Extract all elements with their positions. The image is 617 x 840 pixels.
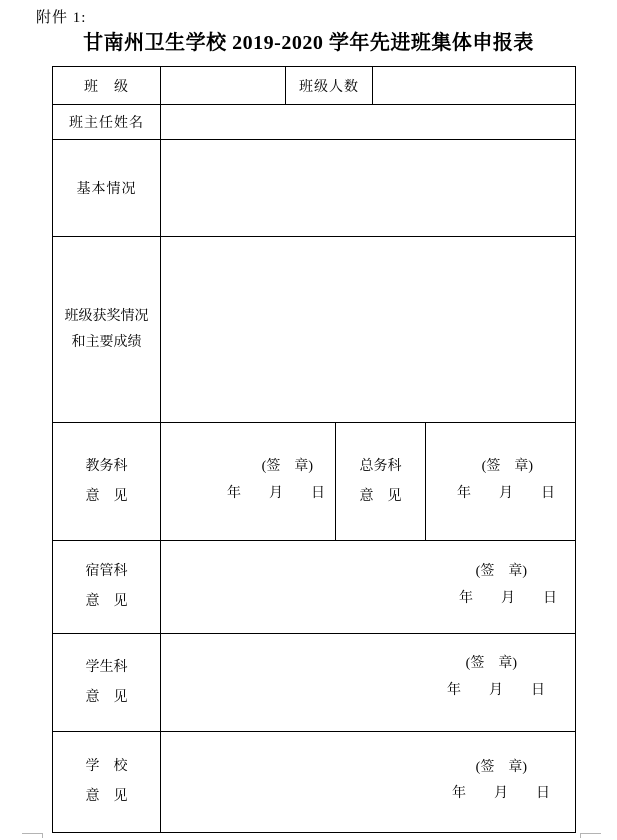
student-opinion-label-cell [53,634,161,732]
row-class [53,67,576,105]
text-boundary-mark-left [22,833,43,838]
row-awards [53,237,576,423]
student-opinion-value-cell[interactable] [161,634,576,732]
student-opinion-label-line2: 意 见 [85,689,128,705]
dorm-opinion-label-cell [53,541,161,634]
class-size-label-cell [286,67,373,105]
class-size-value-cell[interactable] [373,67,576,105]
general-opinion-value-cell[interactable] [426,423,576,541]
page-title: 甘南州卫生学校 2019-2020 学年先进班集体申报表 [83,32,534,54]
date-placeholder: 年 月 日 [457,485,555,501]
seal-placeholder: (签 章) [475,564,527,579]
seal-placeholder: (签 章) [481,458,533,474]
row-teacher [53,105,576,140]
attachment-label: 附件 1: [36,10,87,26]
date-placeholder: 年 月 日 [459,591,557,606]
dorm-opinion-value-cell[interactable] [161,541,576,634]
basic-info-label-cell [53,140,161,237]
basic-info-label: 基本情况 [76,182,137,197]
row-dorm-opinion [53,541,576,634]
row-student-opinion [53,634,576,732]
awards-label-line1: 班级获奖情况 [64,308,149,324]
text-boundary-mark-right [580,833,601,838]
date-placeholder: 年 月 日 [227,485,325,501]
academic-opinion-label-line2: 意 见 [85,488,128,504]
teacher-value-cell[interactable] [161,105,576,140]
school-opinion-label-line1: 学 校 [85,759,128,774]
dorm-opinion-label-line1: 宿管科 [85,564,128,579]
class-size-label: 班级人数 [299,79,359,95]
awards-label-cell [53,237,161,423]
row-school-opinion [53,732,576,833]
academic-opinion-value-cell[interactable] [161,423,336,541]
awards-label-line2: 和主要成绩 [71,334,142,350]
class-label: 班 级 [84,79,129,95]
school-opinion-value-cell[interactable] [161,732,576,833]
school-opinion-label-cell [53,732,161,833]
seal-placeholder: (签 章) [261,458,313,474]
seal-placeholder: (签 章) [465,655,517,671]
teacher-label: 班主任姓名 [69,116,144,131]
student-opinion-label-line1: 学生科 [85,659,128,675]
school-opinion-label-line2: 意 见 [85,789,128,804]
date-placeholder: 年 月 日 [447,682,545,698]
row-basic-info [53,140,576,237]
general-opinion-label-line1: 总务科 [359,458,402,474]
class-value-cell[interactable] [161,67,286,105]
seal-placeholder: (签 章) [475,760,527,775]
application-form-table [52,66,576,833]
general-opinion-label-line2: 意 见 [359,488,402,504]
dorm-opinion-label-line2: 意 见 [85,594,128,609]
date-placeholder: 年 月 日 [452,786,550,801]
academic-opinion-label-cell [53,423,161,541]
general-opinion-label-cell [336,423,426,541]
teacher-label-cell [53,105,161,140]
basic-info-value-cell[interactable] [161,140,576,237]
awards-value-cell[interactable] [161,237,576,423]
academic-opinion-label-line1: 教务科 [85,458,128,474]
class-label-cell [53,67,161,105]
row-academic-general-opinion [53,423,576,541]
